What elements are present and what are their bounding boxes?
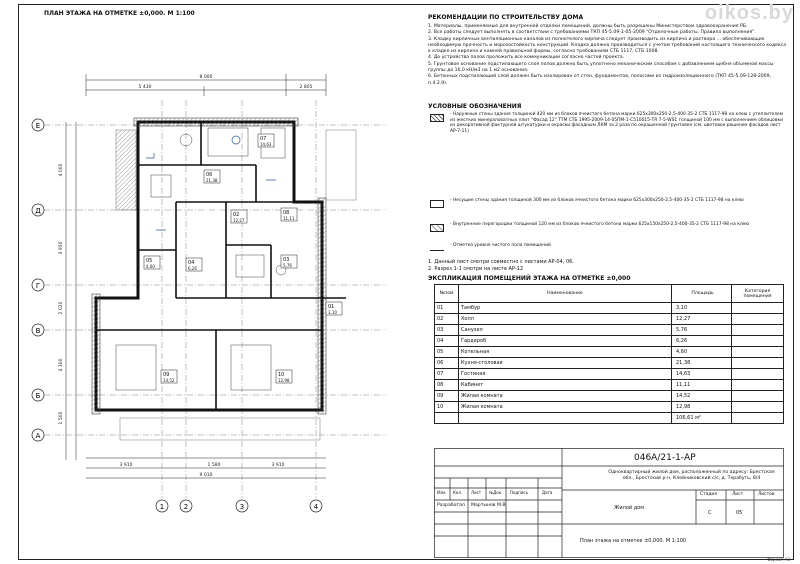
room-name-cell: Котельная <box>459 347 672 358</box>
stamp-sheets-label: Листов <box>758 492 775 497</box>
axis-row-D <box>32 204 44 216</box>
room-area: 12,98 <box>278 378 290 383</box>
room-area: 21,38 <box>206 178 218 183</box>
watermark-logo: oikos.by <box>704 2 794 24</box>
room-name-cell: Тамбур <box>459 303 672 314</box>
stamp-header-izm: Изм. <box>437 490 447 495</box>
room-tag <box>161 370 177 383</box>
axis-row-label: Г <box>35 282 41 290</box>
room-area-cell: 4,60 <box>672 347 732 358</box>
room-category-cell <box>732 303 784 314</box>
room-tag <box>281 255 297 268</box>
room-no-cell: 10 <box>435 402 459 413</box>
room-no-cell: 09 <box>435 391 459 402</box>
stamp-header-doc: №Док. <box>489 490 503 495</box>
room-no-cell: 02 <box>435 314 459 325</box>
dim-left-a: 4 000 <box>59 163 64 177</box>
table-row <box>435 391 784 402</box>
room-area-cell: 3,10 <box>672 303 732 314</box>
stamp-stage: С <box>708 510 712 516</box>
empty-cell <box>435 413 459 424</box>
room-category-cell <box>732 391 784 402</box>
room-number: 04 <box>188 260 195 266</box>
recommendations-list <box>428 24 788 87</box>
room-no-cell: 08 <box>435 380 459 391</box>
recommendation-item: 6. Бетонных подстилающий слой должен быть изолирован от стен, фундаментов, полосами из гидроизоляционного (ТКП 45-5.09-128-2009, п.4.2.9). <box>428 74 771 86</box>
room-name-cell: Гардероб <box>459 336 672 347</box>
room-no-cell: 05 <box>435 347 459 358</box>
dim-top-b: 2 805 <box>299 85 313 90</box>
room-area-cell: 12,98 <box>672 402 732 413</box>
legend-swatch <box>430 200 444 208</box>
empty-cell <box>732 413 784 424</box>
axis-row-label: Д <box>35 207 41 215</box>
total-area-cell: 106,61 м² <box>672 413 732 424</box>
room-tag <box>204 170 220 183</box>
legend-swatch <box>430 224 444 232</box>
empty-cell <box>459 413 672 424</box>
room-tag <box>258 134 274 147</box>
stamp-sheet-title: План этажа на отметке ±0,000. М 1:100 <box>580 538 687 544</box>
room-area: 3,10 <box>328 310 337 315</box>
room-name-cell: Кабинет <box>459 380 672 391</box>
axis-row-E <box>32 119 44 131</box>
dim-left-e: 1 500 <box>59 411 64 425</box>
room-name-cell: Жилая комната <box>459 391 672 402</box>
legend-bearing-walls <box>428 198 788 214</box>
stamp-author: Мартынов М.В. <box>471 503 508 508</box>
axis-col-label: 2 <box>183 503 189 511</box>
room-no-cell: 06 <box>435 358 459 369</box>
axis-col-1 <box>156 500 168 512</box>
room-tag <box>276 370 292 383</box>
room-number: 08 <box>283 210 290 216</box>
legend-text: - Внутренние перегородки толщиной 120 мм из блоков ячеистого бетона марки 625х150х250-2,5-400-35-2 СТБ 1117-98 на клею <box>450 222 750 227</box>
header-cell: Категория помещения <box>732 285 784 303</box>
table-header-row <box>435 285 784 303</box>
stamp-code: 046А/21-1-АР <box>634 453 696 463</box>
axis-row-G <box>32 279 44 291</box>
room-number: 06 <box>206 172 213 178</box>
room-number: 01 <box>328 304 335 310</box>
dim-left-d: 4 300 <box>59 358 64 372</box>
stamp-header-sign: Подпись <box>510 490 528 495</box>
legend-floor-level <box>428 243 788 259</box>
stamp-header-list: Лист <box>471 490 482 495</box>
legend-title: УСЛОВНЫЕ ОБОЗНАЧЕНИЯ <box>428 103 522 110</box>
table-row <box>435 314 784 325</box>
table-row <box>435 347 784 358</box>
room-category-cell <box>732 336 784 347</box>
room-number: 09 <box>163 372 170 378</box>
axis-col-label: 1 <box>159 503 165 511</box>
stamp-sheet: 05 <box>736 510 743 516</box>
explication-title: ЭКСПЛИКАЦИЯ ПОМЕЩЕНИЙ ЭТАЖА НА ОТМЕТКЕ ±0,000 <box>428 275 631 282</box>
recommendation-item: 2. Все работы следует выполнять в соответствии с требованиями ТКП 45-5.09-1-05-2009 "Отделочные работы. Правила выполнения". <box>428 30 756 36</box>
dim-top-a: 5 430 <box>138 85 152 90</box>
recommendation-item: 4. До устройства полов проложить все коммуникации согласно частей проекта. <box>428 55 625 61</box>
stamp-role: Разработал <box>437 503 465 508</box>
room-no-cell: 03 <box>435 325 459 336</box>
room-area: 14,52 <box>163 378 175 383</box>
room-name-cell: Жилая комната <box>459 402 672 413</box>
room-area-cell: 12,27 <box>672 314 732 325</box>
axis-col-label: 4 <box>313 503 319 511</box>
room-area: 12,27 <box>233 218 245 223</box>
dim-left-b: 3 950 <box>59 241 64 255</box>
room-area-cell: 14,52 <box>672 391 732 402</box>
title-block <box>434 448 784 558</box>
dim-bottom-c: 3 910 <box>271 463 285 468</box>
room-number: 03 <box>283 257 290 263</box>
room-category-cell <box>732 325 784 336</box>
legend-text: - Несущие стены здания толщиной 300 мм из блоков ячеистого бетона марки 625х300х250-2,5-400-35-2 СТБ 1117-98 на клею <box>450 198 744 203</box>
room-area: 14,63 <box>260 142 272 147</box>
room-area: 4,60 <box>146 264 155 269</box>
room-area: 5,76 <box>283 263 292 268</box>
room-category-cell <box>732 314 784 325</box>
legend-partitions <box>428 222 788 238</box>
axis-col-3 <box>236 500 248 512</box>
table-row <box>435 369 784 380</box>
table-row <box>435 358 784 369</box>
room-area-cell: 21,38 <box>672 358 732 369</box>
room-tag <box>231 210 247 223</box>
recommendation-item: 3. Кладку кирпичных вентиляционных каналов из полнотелого кирпича следует производить из кирпича и раствора ... обеспечивающих необходимую прочность и морозостойкость конструкций. Кладка должна производиться с учетом требований настоящего технического кодекса к кладке из кирпича и камней правильной формы, согласно требованиям СТБ 1117, СТБ 1008. <box>428 36 787 55</box>
plan-title: ПЛАН ЭТАЖА НА ОТМЕТКЕ ±0,000. М 1:100 <box>44 10 195 17</box>
header-cell: №пом <box>435 285 459 303</box>
room-name-cell: Санузел <box>459 325 672 336</box>
stamp-object: Жилой дом <box>614 505 645 511</box>
room-number: 10 <box>278 372 285 378</box>
floor-plan-drawing <box>26 30 421 520</box>
explication-table <box>434 284 784 424</box>
room-area-cell: 11,11 <box>672 380 732 391</box>
dim-bottom-total: 9 010 <box>199 473 213 478</box>
dim-top-total: 8 000 <box>199 75 213 80</box>
table-row <box>435 325 784 336</box>
axis-row-A <box>32 429 44 441</box>
room-tag <box>281 208 297 221</box>
footnotes <box>428 259 574 272</box>
room-number: 05 <box>146 258 153 264</box>
dim-left-c: 2 020 <box>59 301 64 315</box>
legend-text: - Отметка уровня чистого пола помещений <box>450 243 551 248</box>
stamp-sheet-label: Лист <box>732 492 744 497</box>
legend-exterior-walls <box>428 112 788 156</box>
room-tag <box>186 258 202 271</box>
room-no-cell: 01 <box>435 303 459 314</box>
axis-row-label: Е <box>35 122 41 130</box>
footnote: 1. Данный лист смотри совместно с листами АР-04, 06. <box>428 259 574 265</box>
room-category-cell <box>732 402 784 413</box>
dim-bottom-b: 1 580 <box>207 463 221 468</box>
room-category-cell <box>732 380 784 391</box>
recommendation-item: 5. Грунтовое основание подстилающего слоя полов должно быть уплотнено механическим способом с добавлением щебня объемной массы группы до 16,0 кН/м3 на 1 м2 основания. <box>428 61 774 74</box>
axis-row-label: А <box>35 432 41 440</box>
axis-row-V <box>32 324 44 336</box>
room-name-cell: Холл <box>459 314 672 325</box>
room-area-cell: 5,76 <box>672 325 732 336</box>
table-total-row <box>435 413 784 424</box>
room-no-cell: 07 <box>435 369 459 380</box>
axis-row-label: В <box>35 327 41 335</box>
axis-col-label: 3 <box>239 503 245 511</box>
room-number: 07 <box>260 136 267 142</box>
stamp-project: Одноквартирный жилой дом, расположенный по адресу: Брестская обл., Брестский р-н, Клейниковский с/с, д. Терабуть, 8/4 <box>608 470 775 481</box>
room-area: 6,26 <box>188 266 197 271</box>
axis-col-4 <box>310 500 322 512</box>
axis-col-2 <box>180 500 192 512</box>
room-number: 02 <box>233 212 240 218</box>
table-row <box>435 380 784 391</box>
paper-format: Формат А3 <box>767 557 790 562</box>
legend-swatch <box>430 114 444 122</box>
room-no-cell: 04 <box>435 336 459 347</box>
legend-text: - Наружные стены здания толщиной 420 мм из блоков ячеистого бетона марки 625х300х250-2,5-400-35-2 СТБ 1117-98 на клею с утеплителем из жестких минераловатных плит "Фасад 12" ТТМ СТБ 1995-2009-14-05ПМ-1-С510015-ТR 7-5-WS1 толщиной 100 мм с выполнением облицовки из декоративной фактурной штукатурки и окраски фасадным ЛКМ за 2 раза по окрашенной грунтовке (см. цветовое решение фасадов лист АР-7-11) <box>450 112 784 134</box>
room-category-cell <box>732 347 784 358</box>
table-row <box>435 303 784 314</box>
room-category-cell <box>732 358 784 369</box>
axis-row-label: Б <box>35 392 41 400</box>
recommendations-title: РЕКОМЕНДАЦИИ ПО СТРОИТЕЛЬСТВУ ДОМА <box>428 14 584 21</box>
table-row <box>435 336 784 347</box>
room-area-cell: 6,26 <box>672 336 732 347</box>
room-tag <box>144 256 160 269</box>
floor-plan <box>26 30 421 524</box>
footnote: 2. Разрез 1-1 смотри на листе АР-12 <box>428 265 524 272</box>
room-category-cell <box>732 369 784 380</box>
room-area: 11,11 <box>283 216 295 221</box>
stamp-header-kol: Кол. <box>453 490 463 495</box>
header-cell: Площадь <box>672 285 732 303</box>
room-area-cell: 14,63 <box>672 369 732 380</box>
room-name-cell: Гостиная <box>459 369 672 380</box>
header-cell: Наименование <box>459 285 672 303</box>
legend-swatch <box>430 245 444 251</box>
dim-bottom-a: 3 910 <box>119 463 133 468</box>
axis-row-B <box>32 389 44 401</box>
room-name-cell: Кухня-столовая <box>459 358 672 369</box>
recommendation-item: 1. Материалы, применяемые для внутренней отделки помещений, должны быть разрешены Министерством здравоохранения РБ. <box>428 24 748 29</box>
table-row <box>435 402 784 413</box>
stamp-header-date: Дата <box>542 490 553 495</box>
stamp-stage-label: Стадия <box>700 492 717 497</box>
room-tag <box>326 302 342 315</box>
